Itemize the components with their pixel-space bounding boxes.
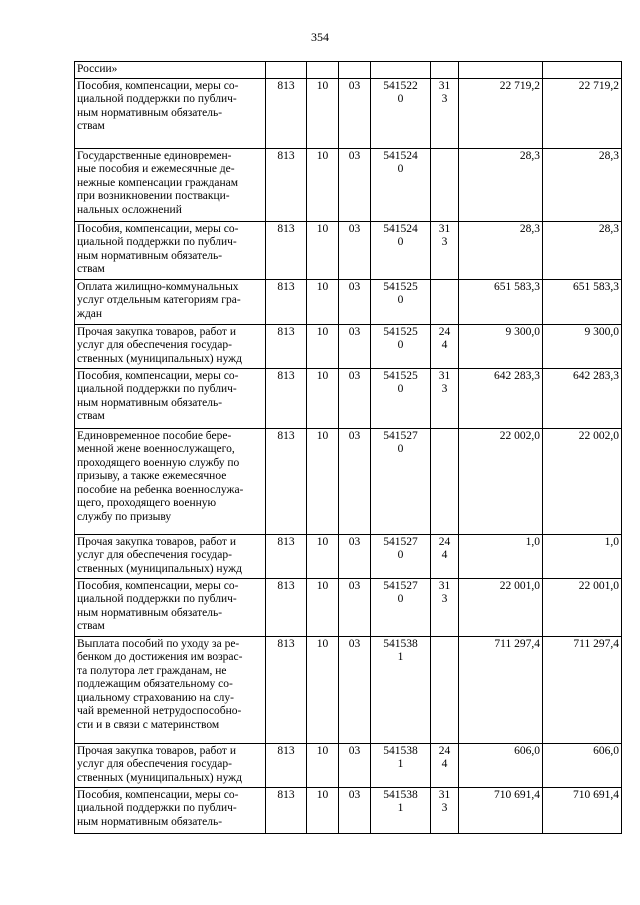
ministry-code: 813 bbox=[266, 279, 307, 324]
row-description: Государственные единовремен- ные пособия и ежемесячные де- нежные компенсации гражданам при возникновении поствакци- нальных осложнений bbox=[75, 148, 266, 221]
subsection-code: 03 bbox=[339, 534, 371, 578]
section-code: 10 bbox=[307, 787, 339, 833]
expense-type-code bbox=[431, 636, 459, 743]
subsection-code bbox=[339, 62, 371, 79]
expense-type-code bbox=[431, 62, 459, 79]
ministry-code bbox=[266, 62, 307, 79]
amount-value: 606,0 bbox=[459, 743, 543, 787]
target-article-code: 541522 0 bbox=[371, 78, 431, 148]
amount-value-2: 22 001,0 bbox=[543, 578, 622, 636]
page-number: 354 bbox=[311, 30, 329, 44]
amount-value: 651 583,3 bbox=[459, 279, 543, 324]
ministry-code: 813 bbox=[266, 324, 307, 368]
subsection-code: 03 bbox=[339, 743, 371, 787]
expense-type-code: 24 4 bbox=[431, 743, 459, 787]
expense-type-code bbox=[431, 428, 459, 534]
subsection-code: 03 bbox=[339, 368, 371, 428]
amount-value-2: 22 719,2 bbox=[543, 78, 622, 148]
section-code: 10 bbox=[307, 78, 339, 148]
table-row bbox=[75, 368, 622, 428]
table-row bbox=[75, 62, 622, 79]
ministry-code: 813 bbox=[266, 368, 307, 428]
table-row bbox=[75, 428, 622, 534]
ministry-code: 813 bbox=[266, 428, 307, 534]
ministry-code: 813 bbox=[266, 534, 307, 578]
section-code: 10 bbox=[307, 324, 339, 368]
amount-value: 22 002,0 bbox=[459, 428, 543, 534]
target-article-code: 541538 1 bbox=[371, 636, 431, 743]
amount-value-2: 651 583,3 bbox=[543, 279, 622, 324]
target-article-code: 541525 0 bbox=[371, 324, 431, 368]
target-article-code bbox=[371, 62, 431, 79]
subsection-code: 03 bbox=[339, 428, 371, 534]
target-article-code: 541525 0 bbox=[371, 368, 431, 428]
expense-type-code: 24 4 bbox=[431, 324, 459, 368]
table-row bbox=[75, 148, 622, 221]
expense-type-code: 24 4 bbox=[431, 534, 459, 578]
table-row bbox=[75, 324, 622, 368]
table-row bbox=[75, 636, 622, 743]
amount-value: 710 691,4 bbox=[459, 787, 543, 833]
row-description: Прочая закупка товаров, работ и услуг для обеспечения государ- ственных (муниципальных) нужд bbox=[75, 324, 266, 368]
subsection-code: 03 bbox=[339, 279, 371, 324]
expense-type-code bbox=[431, 279, 459, 324]
section-code bbox=[307, 62, 339, 79]
row-description: Пособия, компенсации, меры со- циальной поддержки по публич- ным нормативным обязатель- ствам bbox=[75, 78, 266, 148]
subsection-code: 03 bbox=[339, 324, 371, 368]
table-row bbox=[75, 743, 622, 787]
amount-value-2: 22 002,0 bbox=[543, 428, 622, 534]
amount-value-2: 711 297,4 bbox=[543, 636, 622, 743]
target-article-code: 541538 1 bbox=[371, 743, 431, 787]
amount-value bbox=[459, 62, 543, 79]
target-article-code: 541525 0 bbox=[371, 279, 431, 324]
expense-type-code bbox=[431, 148, 459, 221]
ministry-code: 813 bbox=[266, 148, 307, 221]
amount-value: 22 719,2 bbox=[459, 78, 543, 148]
ministry-code: 813 bbox=[266, 78, 307, 148]
table-row bbox=[75, 279, 622, 324]
target-article-code: 541524 0 bbox=[371, 148, 431, 221]
row-description: Единовременное пособие бере- менной жене военнослужащего, проходящего военную службу по призыву, а также ежемесячное пособие на ребенка военнослужа- щего, проходящего военную службу по призыву bbox=[75, 428, 266, 534]
amount-value-2: 28,3 bbox=[543, 221, 622, 279]
expense-type-code: 31 3 bbox=[431, 787, 459, 833]
amount-value-2: 642 283,3 bbox=[543, 368, 622, 428]
row-description: Пособия, компенсации, меры со- циальной поддержки по публич- ным нормативным обязатель- ствам bbox=[75, 578, 266, 636]
section-code: 10 bbox=[307, 636, 339, 743]
amount-value: 1,0 bbox=[459, 534, 543, 578]
table-row bbox=[75, 78, 622, 148]
expense-type-code: 31 3 bbox=[431, 578, 459, 636]
target-article-code: 541524 0 bbox=[371, 221, 431, 279]
amount-value-2: 9 300,0 bbox=[543, 324, 622, 368]
amount-value: 22 001,0 bbox=[459, 578, 543, 636]
table-row bbox=[75, 534, 622, 578]
amount-value: 9 300,0 bbox=[459, 324, 543, 368]
ministry-code: 813 bbox=[266, 787, 307, 833]
amount-value: 28,3 bbox=[459, 148, 543, 221]
section-code: 10 bbox=[307, 221, 339, 279]
expense-type-code: 31 3 bbox=[431, 78, 459, 148]
budget-table bbox=[74, 61, 622, 834]
section-code: 10 bbox=[307, 578, 339, 636]
subsection-code: 03 bbox=[339, 148, 371, 221]
row-description: Пособия, компенсации, меры со- циальной поддержки по публич- ным нормативным обязатель- ствам bbox=[75, 221, 266, 279]
expense-type-code: 31 3 bbox=[431, 221, 459, 279]
row-description: Оплата жилищно-коммунальных услуг отдельным категориям гра- ждан bbox=[75, 279, 266, 324]
subsection-code: 03 bbox=[339, 787, 371, 833]
target-article-code: 541538 1 bbox=[371, 787, 431, 833]
ministry-code: 813 bbox=[266, 743, 307, 787]
amount-value: 711 297,4 bbox=[459, 636, 543, 743]
amount-value-2: 606,0 bbox=[543, 743, 622, 787]
row-description: Прочая закупка товаров, работ и услуг для обеспечения государ- ственных (муниципальных) нужд bbox=[75, 534, 266, 578]
amount-value: 28,3 bbox=[459, 221, 543, 279]
amount-value-2: 28,3 bbox=[543, 148, 622, 221]
ministry-code: 813 bbox=[266, 578, 307, 636]
row-description: Выплата пособий по уходу за ре- бенком до достижения им возрас- та полутора лет гражданам, не подлежащим обязательному со- циальному страхованию на слу- чай временной нетрудоспособно- сти и в связи с материнством bbox=[75, 636, 266, 743]
table-body bbox=[75, 62, 622, 834]
row-description: России» bbox=[75, 62, 266, 79]
row-description: Пособия, компенсации, меры со- циальной поддержки по публич- ным нормативным обязатель- ствам bbox=[75, 368, 266, 428]
section-code: 10 bbox=[307, 148, 339, 221]
section-code: 10 bbox=[307, 368, 339, 428]
amount-value-2 bbox=[543, 62, 622, 79]
subsection-code: 03 bbox=[339, 78, 371, 148]
ministry-code: 813 bbox=[266, 221, 307, 279]
row-description: Пособия, компенсации, меры со- циальной поддержки по публич- ным нормативным обязатель- bbox=[75, 787, 266, 833]
table-row bbox=[75, 578, 622, 636]
subsection-code: 03 bbox=[339, 578, 371, 636]
target-article-code: 541527 0 bbox=[371, 578, 431, 636]
section-code: 10 bbox=[307, 743, 339, 787]
section-code: 10 bbox=[307, 534, 339, 578]
target-article-code: 541527 0 bbox=[371, 428, 431, 534]
target-article-code: 541527 0 bbox=[371, 534, 431, 578]
expense-type-code: 31 3 bbox=[431, 368, 459, 428]
subsection-code: 03 bbox=[339, 221, 371, 279]
ministry-code: 813 bbox=[266, 636, 307, 743]
amount-value: 642 283,3 bbox=[459, 368, 543, 428]
table-row bbox=[75, 221, 622, 279]
row-description: Прочая закупка товаров, работ и услуг для обеспечения государ- ственных (муниципальных) нужд bbox=[75, 743, 266, 787]
amount-value-2: 1,0 bbox=[543, 534, 622, 578]
subsection-code: 03 bbox=[339, 636, 371, 743]
table-row bbox=[75, 787, 622, 833]
section-code: 10 bbox=[307, 428, 339, 534]
section-code: 10 bbox=[307, 279, 339, 324]
amount-value-2: 710 691,4 bbox=[543, 787, 622, 833]
